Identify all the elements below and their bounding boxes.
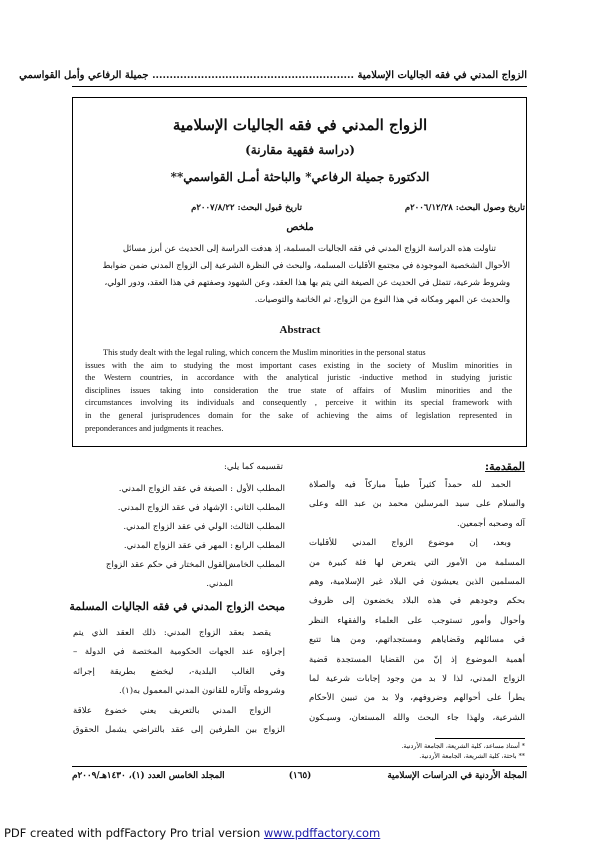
received-date: تاريخ وصول البحث: ٢٠٠٦/١٢/٢٨م <box>404 203 525 213</box>
arabic-summary <box>88 240 510 308</box>
abstract-line: circumstances involving its individuals and consequently , perceive it within its special framework with <box>85 398 512 408</box>
intro-line: آله وصحبه أجمعين. <box>457 518 525 529</box>
section-line: إجراؤه عند الجهات الحكومية المختصة في الدولة – <box>73 647 285 658</box>
intro-line: الزواج المدني، لذا لا بد من وجود إجابات شرعية لما <box>309 674 525 685</box>
summary-heading: ملخص <box>286 222 314 233</box>
section-line: يقصد بعقد الزواج المدني: ذلك العقد الذي يتم <box>73 628 271 638</box>
section-line: الزواج بين الطرفين إلى عقد بالتراضي يشمل الحقوق <box>73 725 285 736</box>
section-line: وفي الغالب البلدية-، ليخضع بطريقة إجرائه <box>73 666 285 677</box>
intro-line: وبعد، إن موضوع الزواج المدني للأقليات <box>309 538 511 549</box>
article-title: الزواج المدني في فقه الجاليات الإسلامية <box>172 116 428 134</box>
intro-line: المسلمين الذين يعيشون في البلاد غير الإسلامية، وهم <box>309 577 525 588</box>
plan-row <box>73 518 285 537</box>
plan-row-label: المطلب الخامس <box>225 560 285 570</box>
plan-row-text: : القول المختار في حكم عقد الزواج <box>105 560 233 570</box>
intro-line: وأحوال وأمور تستوجب على العلماء والفقهاء النظر <box>309 615 525 626</box>
section-heading: مبحث الزواج المدني في فقه الجاليات المسلمة <box>69 600 285 613</box>
summary-line: الأحوال الشخصية الموجودة في مجتمع الأقليات المسلمة، والبحث في النظرة الشرعية إلى الزواج المدني ضمن ضوابط <box>102 260 510 270</box>
footnotes <box>309 741 525 761</box>
intro-line: بحكم وجودهم في هذه البلاد يخضعون إلى ظروف <box>309 596 525 607</box>
footnote: ** باحثة، كلية الشريعة، الجامعة الأردنية. <box>419 752 525 760</box>
article-authors: الدكتورة جميلة الرفاعي* والباحثة أمـل القواسمي** <box>170 170 430 184</box>
plan-row-continuation: المدني. <box>206 579 233 589</box>
pdf-note-text: PDF created with pdfFactory Pro trial version <box>4 826 264 840</box>
plan-row-label: المطلب الثالث <box>232 522 285 532</box>
footer-page-number: (١٦٥) <box>288 771 312 781</box>
plan-row <box>73 480 285 499</box>
abstract-line: preponderances and judgments it reaches. <box>85 423 224 433</box>
pdf-factory-link[interactable]: www.pdffactory.com <box>263 826 381 840</box>
abstract-line: disciplines issues taking into consideration the true state of affairs of Muslim minorities and the <box>85 385 512 395</box>
abstract-line: in the general jurisprudences domain for the sake of achieving the aims of legislation represented in <box>85 410 512 420</box>
footnote: * أستاذ مساعد، كلية الشريعة، الجامعة الأردنية. <box>401 742 525 750</box>
plan-row-text: : الإشهاد في عقد الزواج المدني. <box>117 503 233 513</box>
abstract-line: issues with the aim to studying the most important cases existing in the society of Muslim minorities in <box>85 360 512 370</box>
plan-row <box>73 499 285 518</box>
section-line: وشروطه وآثاره للقانون المدني المعمول به(١). <box>118 686 285 697</box>
footer-volume: المجلد الخامس العدد (١)، ١٤٣٠هـ/٢٠٠٩م <box>72 771 225 781</box>
plan-row <box>73 537 285 556</box>
section-body <box>73 624 285 740</box>
summary-line: وشروط شرعية، تتمثل في الحديث عن الصيغة التي يتم بها هذا العقد، وعن الشهود وصفتهم في هذا العقد، ودور الولي، <box>104 277 510 287</box>
intro-line: يطرأ على أحوالهم وضروفهم، ولا بد من تبيين الأحكام <box>309 693 525 704</box>
footnote-rule <box>435 738 525 739</box>
accepted-date: تاريخ قبول البحث: ٢٠٠٧/٨/٢٢م <box>191 203 302 213</box>
section-line: الزواج المدني بالتعريف يعني خضوع علاقة <box>73 705 271 716</box>
plan-list <box>73 480 285 594</box>
plan-row <box>73 556 285 575</box>
plan-row-label: المطلب الثاني <box>234 503 285 513</box>
intro-body <box>309 476 525 728</box>
plan-row-text: : الصيغة في عقد الزواج المدني. <box>118 484 233 494</box>
intro-line: في مسائلهم وقضاياهم ومستجداتهم، ومن هنا تتبع <box>309 635 525 646</box>
plan-row-label: المطلب الأول <box>236 484 285 494</box>
intro-line: والسلام على سيد المرسلين محمد بن عبد الله وعلى <box>309 499 525 510</box>
intro-line: الحمد لله حمداً كثيراً طيباً مباركاً فيه والصلاة <box>309 480 511 490</box>
summary-line: تناولت هذه الدراسة الزواج المدني في فقه الجاليات المسلمة، إذ هدفت الدراسة إلى الحديث عن أبرز مسائل <box>122 243 496 253</box>
article-subtitle: (دراسة فقهية مقارنة) <box>245 143 355 157</box>
abstract-line: This study dealt with the legal ruling, which concern the Muslim minorities in the personal status <box>103 348 426 357</box>
abstract-heading: Abstract <box>279 324 321 336</box>
footer-rule <box>72 766 527 767</box>
running-header: الزواج المدني في فقه الجاليات الإسلامية .......................................................... جميلة الرفاعي وأمل القواسمي <box>19 70 527 81</box>
intro-line: المسلمة من الأمور التي يتعرض لها فئة كبيرة من <box>309 557 525 568</box>
intro-heading: المقدمة: <box>485 460 525 473</box>
plan-row-text: : المهر في عقد الزواج المدني. <box>123 541 233 551</box>
plan-row-label: المطلب الرابع <box>234 541 285 551</box>
abstract-line: the Western countries, in accordance with the analytical juristic -inductive method in studying juristic <box>85 373 512 383</box>
intro-line: أهمية الموضوع إذ إنّ من القضايا المستجدة قضية <box>309 654 525 665</box>
header-rule <box>72 86 527 87</box>
plan-row-text: : الولي في عقد الزواج المدني. <box>123 522 233 532</box>
intro-line: الشرعية، ولهذا جاء البحث والله المستعان، وسيـكون <box>309 712 525 723</box>
pdf-creator-note <box>4 826 380 840</box>
summary-line: والحديث عن المهر ومكانه في هذا النوع من الزواج، ثم الخاتمة والتوصيات. <box>254 294 510 304</box>
english-abstract <box>85 347 512 435</box>
footer-journal: المجلة الأردنية في الدراسات الإسلامية <box>387 771 527 781</box>
plan-lead: تقسيمه كما يلي: <box>223 462 283 472</box>
